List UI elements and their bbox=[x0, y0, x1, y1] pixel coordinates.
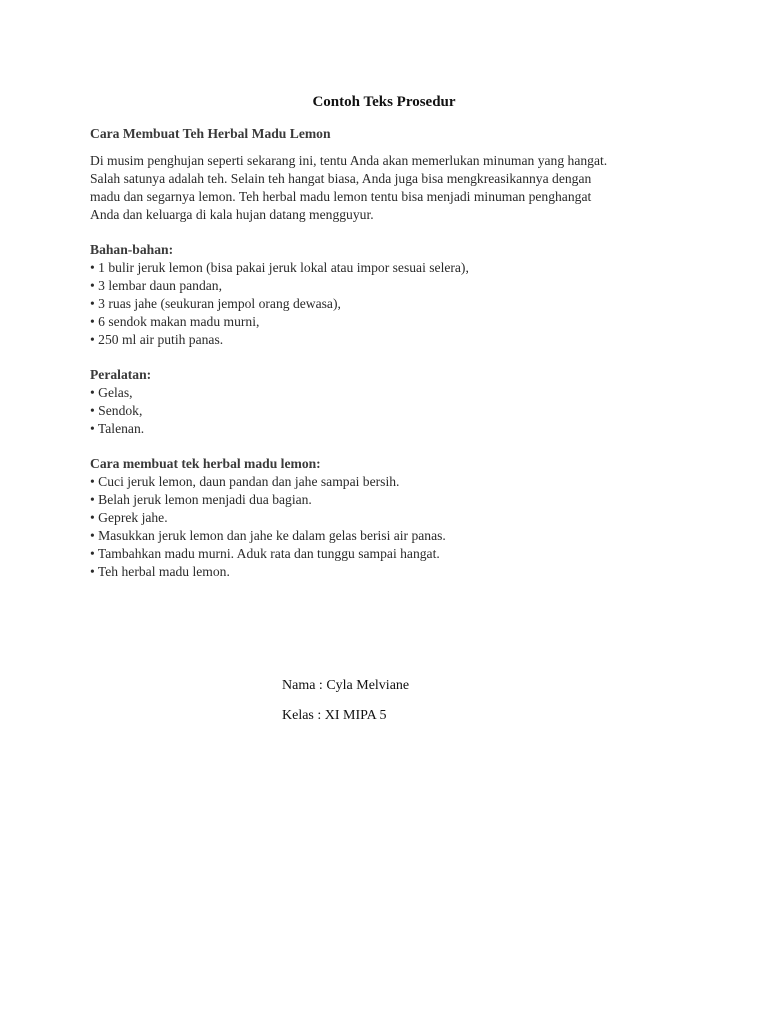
langkah-heading: Cara membuat tek herbal madu lemon: bbox=[90, 456, 321, 471]
intro-line: Salah satunya adalah teh. Selain teh hangat biasa, Anda juga bisa mengkreasikannya dengan bbox=[90, 171, 592, 186]
list-item: • Masukkan jeruk lemon dan jahe ke dalam gelas berisi air panas. bbox=[90, 527, 680, 545]
intro-line: madu dan segarnya lemon. Teh herbal madu lemon tentu bisa menjadi minuman penghangat bbox=[90, 189, 592, 204]
list-item: • Gelas, bbox=[90, 384, 680, 402]
intro-line: Di musim penghujan seperti sekarang ini, tentu Anda akan memerlukan minuman yang hangat. bbox=[90, 153, 608, 168]
list-item: • Cuci jeruk lemon, daun pandan dan jahe sampai bersih. bbox=[90, 473, 680, 491]
signature-name: Nama : Cyla Melviane bbox=[282, 678, 410, 693]
langkah-section bbox=[90, 455, 680, 581]
list-item: • Teh herbal madu lemon. bbox=[90, 563, 680, 581]
list-item: • Talenan. bbox=[90, 420, 680, 438]
list-item: • 3 ruas jahe (seukuran jempol orang dewasa), bbox=[90, 295, 680, 313]
intro-paragraph bbox=[90, 152, 680, 224]
document-subtitle: Cara Membuat Teh Herbal Madu Lemon bbox=[90, 126, 331, 141]
signature-class: Kelas : XI MIPA 5 bbox=[282, 708, 387, 723]
list-item: • 250 ml air putih panas. bbox=[90, 331, 680, 349]
langkah-list bbox=[90, 473, 680, 581]
list-item: • Sendok, bbox=[90, 402, 680, 420]
list-item: • Belah jeruk lemon menjadi dua bagian. bbox=[90, 491, 680, 509]
peralatan-list bbox=[90, 384, 680, 438]
list-item: • Tambahkan madu murni. Aduk rata dan tunggu sampai hangat. bbox=[90, 545, 680, 563]
list-item: • 1 bulir jeruk lemon (bisa pakai jeruk lokal atau impor sesuai selera), bbox=[90, 259, 680, 277]
bahan-section bbox=[90, 241, 680, 349]
bahan-heading: Bahan-bahan: bbox=[90, 242, 174, 257]
list-item: • Geprek jahe. bbox=[90, 509, 680, 527]
document-body bbox=[90, 125, 680, 581]
peralatan-section bbox=[90, 366, 680, 438]
peralatan-heading: Peralatan: bbox=[90, 367, 152, 382]
document-title: Contoh Teks Prosedur bbox=[312, 94, 456, 110]
intro-line: Anda dan keluarga di kala hujan datang mengguyur. bbox=[90, 207, 374, 222]
bahan-list bbox=[90, 259, 680, 349]
list-item: • 6 sendok makan madu murni, bbox=[90, 313, 680, 331]
list-item: • 3 lembar daun pandan, bbox=[90, 277, 680, 295]
